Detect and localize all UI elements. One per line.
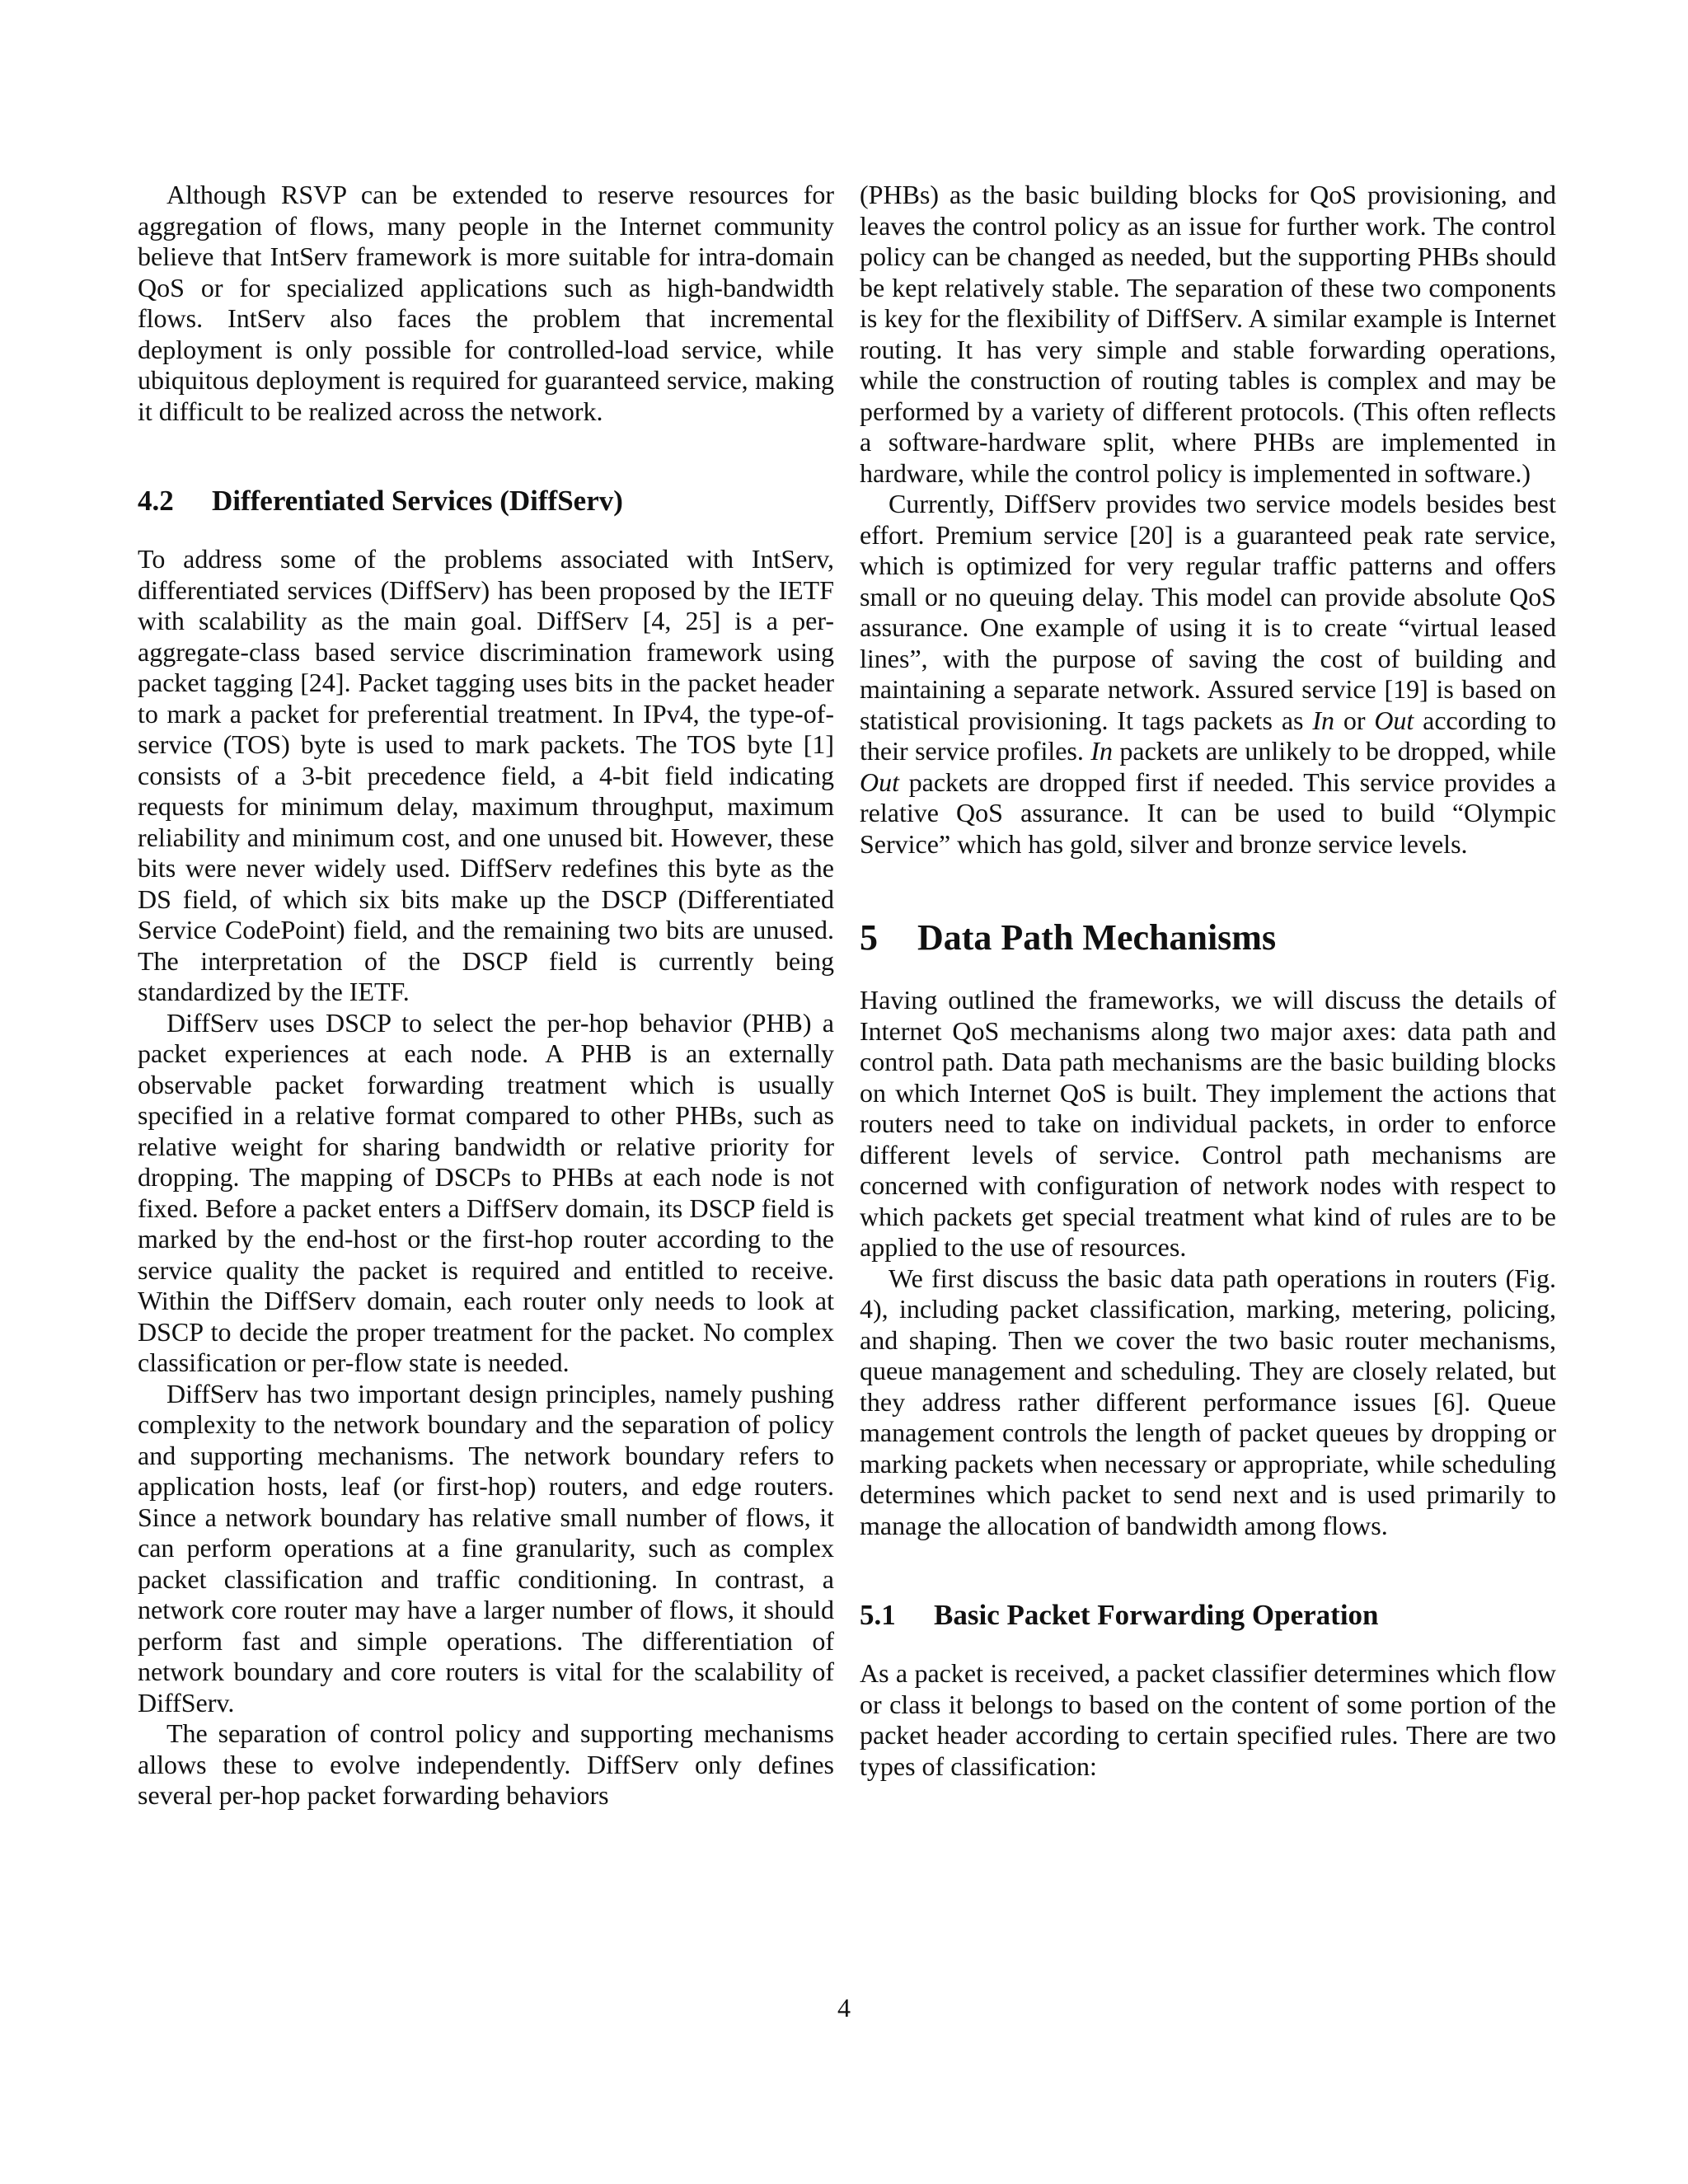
paragraph-service-models xyxy=(860,489,1556,860)
paragraph-first-discuss: We first discuss the basic data path operations in routers (Fig. 4), including packet classification, marking, metering, policing, and shaping. Then we cover the two basic router mechanisms, queue management and scheduling. They are closely related, but they address rather different performance issues [6]. Queue management controls the length of packet queues by dropping or marking packets when necessary or appropriate, while scheduling determines which packet to send next and is used primarily to manage the allocation of bandwidth among flows. xyxy=(860,1263,1556,1540)
paragraph-rsvp: Although RSVP can be extended to reserve resources for aggregation of flows, many people in the Internet community believe that IntServ framework is more suitable for intra-domain QoS or for specialized applications such as high-bandwidth flows. IntServ also faces the problem that incremental deployment is only possible for controlled-load service, while ubiquitous deployment is required for guaranteed service, making it difficult to be realized across the network. xyxy=(138,180,834,426)
text-run: packets are dropped first if needed. This service provides a relative QoS assurance. It can be used to build “Olympic Service” which has gold, silver and bronze service levels. xyxy=(860,766,1556,859)
paragraph-phbs-continued: (PHBs) as the basic building blocks for QoS provisioning, and leaves the control policy as an issue for further work. The control policy can be changed as needed, but the supporting PHBs should be kept relatively stable. The separation of these two components is key for the flexibility of DiffServ. A similar example is Internet routing. It has very simple and stable forwarding operations, while the construction of routing tables is complex and may be performed by a variety of different protocols. (This often reflects a software-hardware split, where PHBs are implemented in hardware, while the control policy is implemented in software.) xyxy=(860,180,1556,488)
paragraph-outline: Having outlined the frameworks, we will discuss the details of Internet QoS mechanisms along two major axes: data path and control path. Data path mechanisms are the basic building blocks on which Internet QoS is built. They implement the actions that routers need to take on individual packets, in order to enforce different levels of service. Control path mechanisms are concerned with configuration of network nodes with respect to which packets get special treatment what kind of rules are to be applied to the use of resources. xyxy=(860,985,1556,1262)
emphasis-in: In xyxy=(1312,705,1334,735)
paragraph-design-principles: DiffServ has two important design principles, namely pushing complexity to the network boundary and the separation of policy and supporting mechanisms. The network boundary refers to application hosts, leaf (or first-hop) routers, and edge routers. Since a network boundary has relative small number of flows, it can perform operations at a fine granularity, such as complex packet classification and traffic conditioning. In contrast, a network core router may have a larger number of flows, it should perform fast and simple operations. The differentiation of network boundary and core routers is vital for the scalability of DiffServ. xyxy=(138,1378,834,1718)
paragraph-classifier: As a packet is received, a packet classifier determines which flow or class it belongs to based on the content of some portion of the packet header according to certain specified rules. There are two types of classification: xyxy=(860,1658,1556,1781)
emphasis-in: In xyxy=(1090,736,1113,766)
page-number: 4 xyxy=(837,1993,851,2022)
section-title: Basic Packet Forwarding Operation xyxy=(934,1599,1379,1631)
paragraph-dscp: DiffServ uses DSCP to select the per-hop behavior (PHB) a packet experiences at each node. A PHB is an externally observable packet forwarding treatment which is usually specified in a relative format compared to other PHBs, such as relative weight for sharing bandwidth or relative priority for dropping. The mapping of DSCPs to PHBs at each node is not fixed. Before a packet enters a DiffServ domain, its DSCP field is marked by the end-host or the first-hop router according to the service quality the packet is required and entitled to receive. Within the DiffServ domain, each router only needs to look at DSCP to decide the proper treatment for the packet. No complex classification or per-flow state is needed. xyxy=(138,1007,834,1377)
emphasis-out: Out xyxy=(860,766,899,797)
right-column xyxy=(860,180,1556,1782)
text-run: according to their service profiles. xyxy=(860,705,1557,766)
text-run: Currently, DiffServ provides two service models besides best effort. Premium service [20] is a guaranteed peak rate service, which is optimized for very regular traffic patterns and offers small or no queuing delay. This model can provide absolute QoS assurance. One example of using it is to create “virtual leased lines”, with the purpose of saving the cost of building and maintaining a separate network. Assured service [19] is based on statistical provisioning. It tags packets as xyxy=(860,489,1556,735)
section-title: Differentiated Services (DiffServ) xyxy=(212,485,623,517)
section-number: 5 xyxy=(860,917,878,958)
section-heading-4-2 xyxy=(138,485,834,518)
emphasis-out: Out xyxy=(1374,705,1414,735)
left-column xyxy=(138,180,834,1811)
text-run: or xyxy=(1334,705,1375,735)
section-number: 5.1 xyxy=(860,1599,896,1631)
paragraph-separation: The separation of control policy and supporting mechanisms allows these to evolve independently. DiffServ only defines several per-hop packet forwarding behaviors xyxy=(138,1718,834,1810)
section-heading-5-1 xyxy=(860,1599,1556,1632)
section-heading-5 xyxy=(860,917,1556,958)
section-number: 4.2 xyxy=(138,485,174,517)
paragraph-diffserv-intro: To address some of the problems associated with IntServ, differentiated services (DiffServ) has been proposed by the IETF with scalability as the main goal. DiffServ [4, 25] is a per-aggregate-class based service discrimination framework using packet tagging [24]. Packet tagging uses bits in the packet header to mark a packet for preferential treatment. In IPv4, the type-of-service (TOS) byte is used to mark packets. The TOS byte [1] consists of a 3-bit precedence field, a 4-bit field indicating requests for minimum delay, maximum throughput, maximum reliability and minimum cost, and one unused bit. However, these bits were never widely used. DiffServ redefines this byte as the DS field, of which six bits make up the DSCP (Differentiated Service CodePoint) field, and the remaining two bits are unused. The interpretation of the DSCP field is currently being standardized by the IETF. xyxy=(138,544,834,1006)
section-title: Data Path Mechanisms xyxy=(917,917,1277,958)
text-run: packets are unlikely to be dropped, while xyxy=(1112,736,1557,766)
